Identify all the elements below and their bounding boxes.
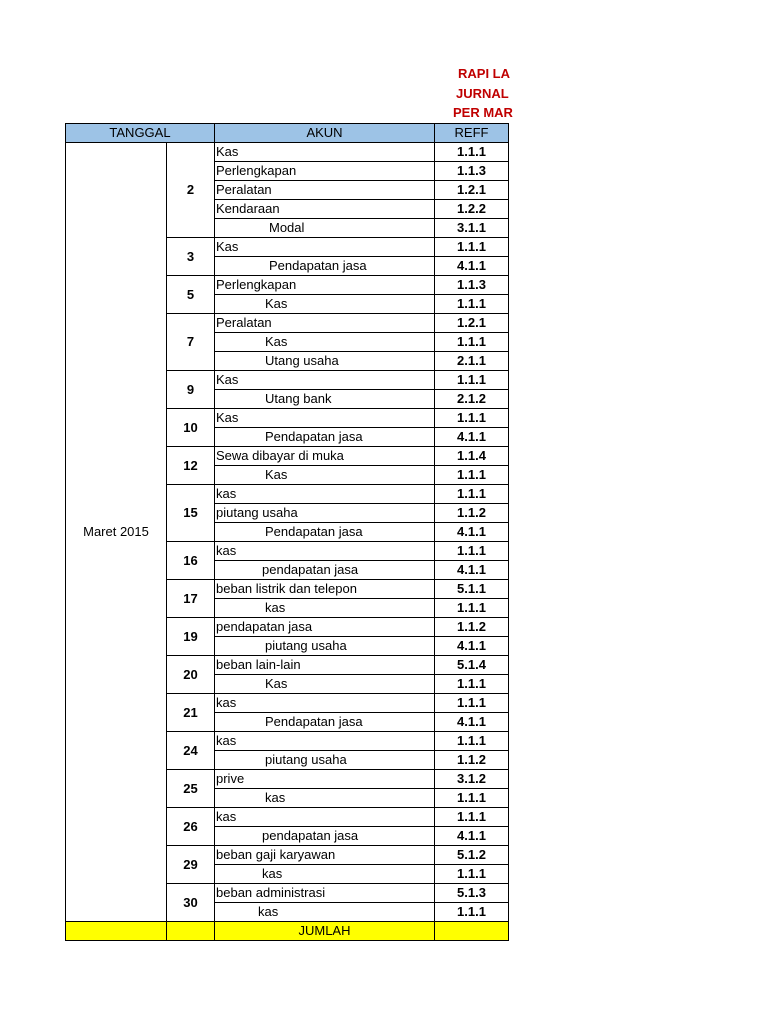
journal-table	[65, 123, 509, 941]
reff-cell: 1.1.1	[435, 865, 509, 884]
reff-cell: 5.1.4	[435, 656, 509, 675]
reff-cell: 1.1.1	[435, 694, 509, 713]
reff-cell: 1.2.2	[435, 200, 509, 219]
day-cell: 19	[167, 618, 215, 656]
day-cell: 25	[167, 770, 215, 808]
account-cell: Kas	[215, 675, 435, 694]
day-cell: 17	[167, 580, 215, 618]
account-cell: Kendaraan	[215, 200, 435, 219]
day-cell: 30	[167, 884, 215, 922]
account-cell: kas	[215, 485, 435, 504]
account-cell: kas	[215, 542, 435, 561]
day-cell: 29	[167, 846, 215, 884]
day-cell: 21	[167, 694, 215, 732]
account-cell: kas	[215, 865, 435, 884]
reff-cell: 1.1.1	[435, 542, 509, 561]
total-empty-cell	[167, 922, 215, 941]
reff-cell: 1.1.1	[435, 143, 509, 162]
account-cell: Kas	[215, 238, 435, 257]
reff-cell: 3.1.1	[435, 219, 509, 238]
reff-cell: 2.1.2	[435, 390, 509, 409]
day-cell: 26	[167, 808, 215, 846]
day-cell: 20	[167, 656, 215, 694]
day-cell: 5	[167, 276, 215, 314]
header-row	[66, 124, 509, 143]
reff-cell: 1.1.2	[435, 504, 509, 523]
header-akun: AKUN	[215, 124, 435, 143]
account-cell: pendapatan jasa	[215, 827, 435, 846]
reff-cell: 1.1.1	[435, 295, 509, 314]
reff-cell: 1.1.1	[435, 238, 509, 257]
day-cell: 24	[167, 732, 215, 770]
reff-cell: 5.1.3	[435, 884, 509, 903]
account-cell: Kas	[215, 409, 435, 428]
account-cell: Utang bank	[215, 390, 435, 409]
reff-cell: 1.1.1	[435, 333, 509, 352]
account-cell: pendapatan jasa	[215, 618, 435, 637]
reff-cell: 1.1.1	[435, 409, 509, 428]
reff-cell: 1.1.2	[435, 751, 509, 770]
reff-cell: 5.1.2	[435, 846, 509, 865]
journal-row	[66, 143, 509, 162]
period-cell: Maret 2015	[66, 143, 167, 922]
reff-cell: 1.2.1	[435, 181, 509, 200]
day-cell: 3	[167, 238, 215, 276]
day-cell: 9	[167, 371, 215, 409]
account-cell: Kas	[215, 143, 435, 162]
account-cell: Kas	[215, 333, 435, 352]
account-cell: prive	[215, 770, 435, 789]
reff-cell: 4.1.1	[435, 257, 509, 276]
reff-cell: 1.1.1	[435, 466, 509, 485]
account-cell: Pendapatan jasa	[215, 428, 435, 447]
reff-cell: 1.1.1	[435, 789, 509, 808]
day-cell: 2	[167, 143, 215, 238]
account-cell: beban listrik dan telepon	[215, 580, 435, 599]
reff-cell: 4.1.1	[435, 713, 509, 732]
account-cell: piutang usaha	[215, 751, 435, 770]
account-cell: beban administrasi	[215, 884, 435, 903]
reff-cell: 4.1.1	[435, 523, 509, 542]
header-tanggal: TANGGAL	[66, 124, 215, 143]
total-empty-cell	[435, 922, 509, 941]
reff-cell: 1.1.3	[435, 276, 509, 295]
account-cell: piutang usaha	[215, 637, 435, 656]
day-cell: 16	[167, 542, 215, 580]
account-cell: kas	[215, 694, 435, 713]
reff-cell: 5.1.1	[435, 580, 509, 599]
account-cell: Modal	[215, 219, 435, 238]
account-cell: Kas	[215, 295, 435, 314]
account-cell: Peralatan	[215, 314, 435, 333]
reff-cell: 1.2.1	[435, 314, 509, 333]
reff-cell: 4.1.1	[435, 561, 509, 580]
account-cell: Pendapatan jasa	[215, 523, 435, 542]
account-cell: Peralatan	[215, 181, 435, 200]
account-cell: Perlengkapan	[215, 276, 435, 295]
account-cell: kas	[215, 732, 435, 751]
account-cell: beban lain-lain	[215, 656, 435, 675]
account-cell: Kas	[215, 371, 435, 390]
report-title-period: PER MAR	[453, 105, 513, 120]
account-cell: Pendapatan jasa	[215, 257, 435, 276]
reff-cell: 4.1.1	[435, 428, 509, 447]
reff-cell: 4.1.1	[435, 827, 509, 846]
account-cell: Perlengkapan	[215, 162, 435, 181]
report-title-company: RAPI LA	[458, 66, 510, 81]
day-cell: 7	[167, 314, 215, 371]
header-reff: REFF	[435, 124, 509, 143]
account-cell: beban gaji karyawan	[215, 846, 435, 865]
day-cell: 12	[167, 447, 215, 485]
account-cell: Kas	[215, 466, 435, 485]
account-cell: kas	[215, 599, 435, 618]
reff-cell: 1.1.1	[435, 732, 509, 751]
reff-cell: 1.1.2	[435, 618, 509, 637]
account-cell: Pendapatan jasa	[215, 713, 435, 732]
reff-cell: 1.1.1	[435, 675, 509, 694]
total-row	[66, 922, 509, 941]
account-cell: kas	[215, 789, 435, 808]
total-label: JUMLAH	[215, 922, 435, 941]
reff-cell: 1.1.1	[435, 903, 509, 922]
account-cell: Utang usaha	[215, 352, 435, 371]
reff-cell: 1.1.1	[435, 485, 509, 504]
day-cell: 15	[167, 485, 215, 542]
reff-cell: 1.1.1	[435, 599, 509, 618]
account-cell: piutang usaha	[215, 504, 435, 523]
reff-cell: 3.1.2	[435, 770, 509, 789]
report-title-journal: JURNAL	[456, 86, 509, 101]
account-cell: kas	[215, 808, 435, 827]
day-cell: 10	[167, 409, 215, 447]
reff-cell: 2.1.1	[435, 352, 509, 371]
account-cell: pendapatan jasa	[215, 561, 435, 580]
total-empty-cell	[66, 922, 167, 941]
reff-cell: 1.1.3	[435, 162, 509, 181]
reff-cell: 1.1.1	[435, 808, 509, 827]
reff-cell: 1.1.4	[435, 447, 509, 466]
account-cell: kas	[215, 903, 435, 922]
account-cell: Sewa dibayar di muka	[215, 447, 435, 466]
reff-cell: 4.1.1	[435, 637, 509, 656]
reff-cell: 1.1.1	[435, 371, 509, 390]
